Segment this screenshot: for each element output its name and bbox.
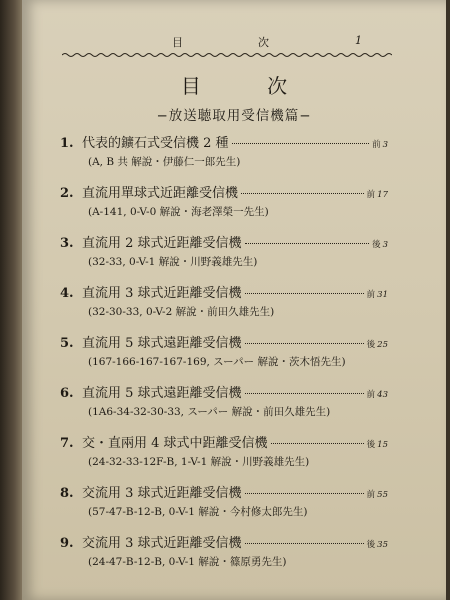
running-head: [22, 34, 446, 50]
entry-page: 15: [377, 440, 388, 450]
entry-page-ref: [367, 538, 388, 550]
toc-entry: [22, 428, 446, 478]
toc-entry: [22, 128, 446, 178]
toc-entry: [22, 478, 446, 528]
entry-details: (A-141, 0-V-0 解說・海老澤榮一先生): [88, 206, 269, 218]
entry-details: (57-47-B-12-B, 0-V-1 解說・今村修太郎先生): [88, 506, 308, 518]
entry-page: 17: [377, 190, 388, 200]
book-page: [22, 0, 446, 600]
dot-leader: [232, 143, 370, 144]
wavy-rule: [62, 52, 392, 58]
toc-entry: [22, 178, 446, 228]
entry-section: 前: [366, 290, 376, 300]
entry-section: 前: [366, 490, 376, 500]
entry-section: 後: [366, 440, 376, 450]
entry-title: 直流用 5 球式遠距離受信機: [82, 336, 242, 351]
entry-page-ref: [367, 488, 388, 500]
entry-details: (32-33, 0-V-1 解說・川野義雄先生): [88, 256, 258, 268]
toc-list: [22, 128, 446, 578]
entry-details: (24-32-33-12F-B, 1-V-1 解說・川野義雄先生): [88, 456, 310, 468]
entry-number: 5.: [60, 336, 74, 351]
dot-leader: [245, 493, 364, 494]
entry-details: (1A6-34-32-30-33, スーパー 解說・前田久雄先生): [88, 406, 331, 418]
dot-leader: [245, 343, 364, 344]
running-head-left: 目: [172, 36, 183, 49]
entry-page: 3: [382, 140, 388, 150]
entry-page-ref: [367, 188, 388, 200]
running-head-right: 次: [258, 36, 269, 49]
entry-number: 1.: [60, 136, 74, 151]
toc-entry: [22, 278, 446, 328]
entry-details: (167-166-167-167-169, スーパー 解說・茨木悟先生): [88, 356, 346, 368]
dot-leader: [241, 193, 364, 194]
entry-details: (A, B 共 解說・伊藤仁一郎先生): [88, 156, 241, 168]
entry-title: 直流用 3 球式近距離受信機: [82, 286, 242, 301]
entry-page-ref: [372, 138, 388, 150]
entry-number: 8.: [60, 486, 74, 501]
entry-title: 交流用 3 球式近距離受信機: [82, 536, 242, 551]
entry-title: 交・直兩用 4 球式中距離受信機: [82, 436, 268, 451]
entry-page: 31: [377, 290, 388, 300]
book-spine-shadow: [0, 0, 24, 600]
toc-entry: [22, 528, 446, 578]
entry-details: (32-30-33, 0-V-2 解說・前田久雄先生): [88, 306, 275, 318]
toc-entry: [22, 328, 446, 378]
toc-entry: [22, 228, 446, 278]
entry-title: 交流用 3 球式近距離受信機: [82, 486, 242, 501]
entry-page: 3: [382, 240, 388, 250]
entry-section: 後: [366, 340, 376, 350]
entry-number: 9.: [60, 536, 74, 551]
entry-page: 55: [377, 490, 388, 500]
entry-page-ref: [367, 338, 388, 350]
dot-leader: [245, 393, 364, 394]
entry-section: 前: [366, 390, 376, 400]
entry-title: 代表的鑛石式受信機 2 種: [82, 136, 229, 151]
entry-number: 6.: [60, 386, 74, 401]
entry-section: 後: [366, 540, 376, 550]
page-number: 1: [355, 34, 362, 47]
entry-section: 前: [366, 190, 376, 200]
dot-leader: [245, 243, 370, 244]
entry-number: 7.: [60, 436, 74, 451]
entry-title: 直流用單球式近距離受信機: [82, 186, 239, 201]
entry-page: 35: [377, 540, 388, 550]
entry-section: 後: [372, 240, 381, 250]
entry-page-ref: [367, 288, 388, 300]
entry-number: 4.: [60, 286, 74, 301]
page-subtitle: −放送聴取用受信機篇−: [156, 108, 312, 124]
entry-number: 3.: [60, 236, 74, 251]
dot-leader: [245, 293, 364, 294]
entry-number: 2.: [60, 186, 74, 201]
entry-title: 直流用 5 球式遠距離受信機: [82, 386, 242, 401]
entry-page-ref: [367, 388, 388, 400]
dot-leader: [271, 443, 364, 444]
page-title: 目 次: [180, 74, 318, 98]
dot-leader: [245, 543, 364, 544]
entry-page: 43: [377, 390, 388, 400]
entry-title: 直流用 2 球式近距離受信機: [82, 236, 242, 251]
entry-page-ref: [367, 438, 388, 450]
entry-details: (24-47-B-12-B, 0-V-1 解說・篠原勇先生): [88, 556, 287, 568]
entry-page: 25: [377, 340, 388, 350]
entry-page-ref: [372, 238, 388, 250]
entry-section: 前: [372, 140, 381, 150]
toc-entry: [22, 378, 446, 428]
